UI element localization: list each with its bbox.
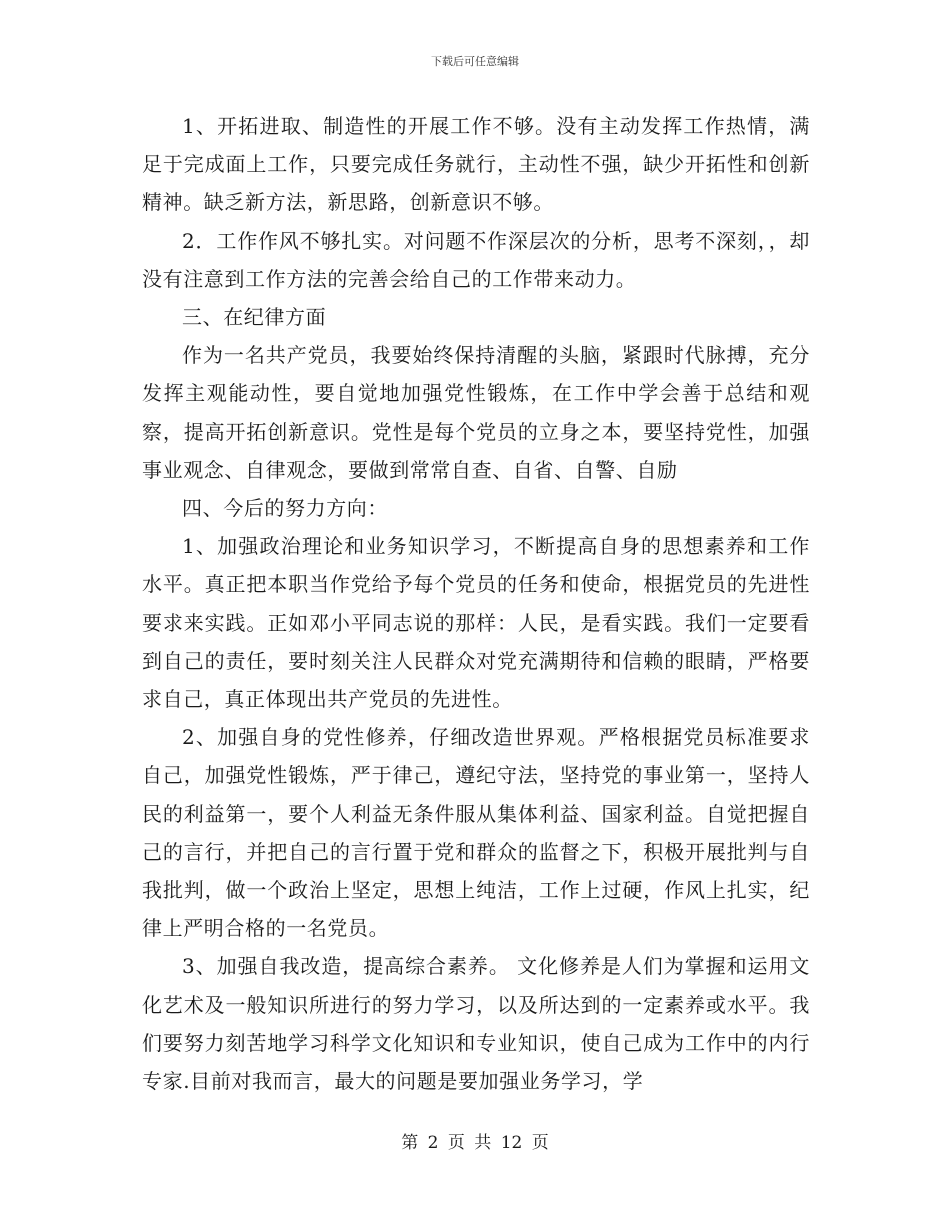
paragraph-1: 1、开拓进取、制造性的开展工作不够。没有主动发挥工作热情，满足于完成面上工作，只要完成任务就行，主动性不强，缺少开拓性和创新精神。缺乏新方法，新思路，创新意识不够。 — [142, 114, 810, 215]
page-footer-page-number: 第 2 页 共 12 页 — [401, 1133, 549, 1153]
page-header: 下载后可任意编辑 — [431, 55, 519, 68]
paragraph-3: 作为一名共产党员，我要始终保持清醒的头脑，紧跟时代脉搏，充分发挥主观能动性，要自觉地加强党性锻炼，在工作中学会善于总结和观察，提高开拓创新意识。党性是每个党员的立身之本，要坚持党性，加强事业观念、自律观念，要做到常常自查、自省、自警、自励 — [142, 343, 810, 482]
paragraph-2: 2．工作作风不够扎实。对问题不作深层次的分析，思考不深刻，，却没有注意到工作方法的完善会给自己的工作带来动力。 — [142, 228, 810, 291]
section-heading-discipline: 三、在纪律方面 — [182, 305, 327, 330]
paragraph-5: 2、加强自身的党性修养，仔细改造世界观。严格根据党员标准要求自己，加强党性锻炼，严于律己，遵纪守法，坚持党的事业第一，坚持人民的利益第一，要个人利益无条件服从集体利益、国家利益。自觉把握自己的言行，并把自己的言行置于党和群众的监督之下，积极开展批判与自我批判，做一个政治上坚定，思想上纯洁，工作上过硬，作风上扎实，纪律上严明合格的一名党员。 — [142, 725, 810, 941]
paragraph-4: 1、加强政治理论和业务知识学习，不断提高自身的思想素养和工作水平。真正把本职当作党给予每个党员的任务和使命，根据党员的先进性要求来实践。正如邓小平同志说的那样：人民，是看实践。我们一定要看到自己的责任，要时刻关注人民群众对党充满期待和信赖的眼睛，严格要求自己，真正体现出共产党员的先进性。 — [142, 534, 810, 712]
section-heading-future-direction: 四、今后的努力方向： — [182, 496, 388, 521]
paragraph-6: 3、加强自我改造，提高综合素养。 文化修养是人们为掌握和运用文化艺术及一般知识所进行的努力学习，以及所达到的一定素养或水平。我们要努力刻苦地学习科学文化知识和专业知识，使自己成为工作中的内行专家.目前对我而言，最大的问题是要加强业务学习，学 — [142, 954, 810, 1094]
document-body — [142, 107, 810, 1100]
